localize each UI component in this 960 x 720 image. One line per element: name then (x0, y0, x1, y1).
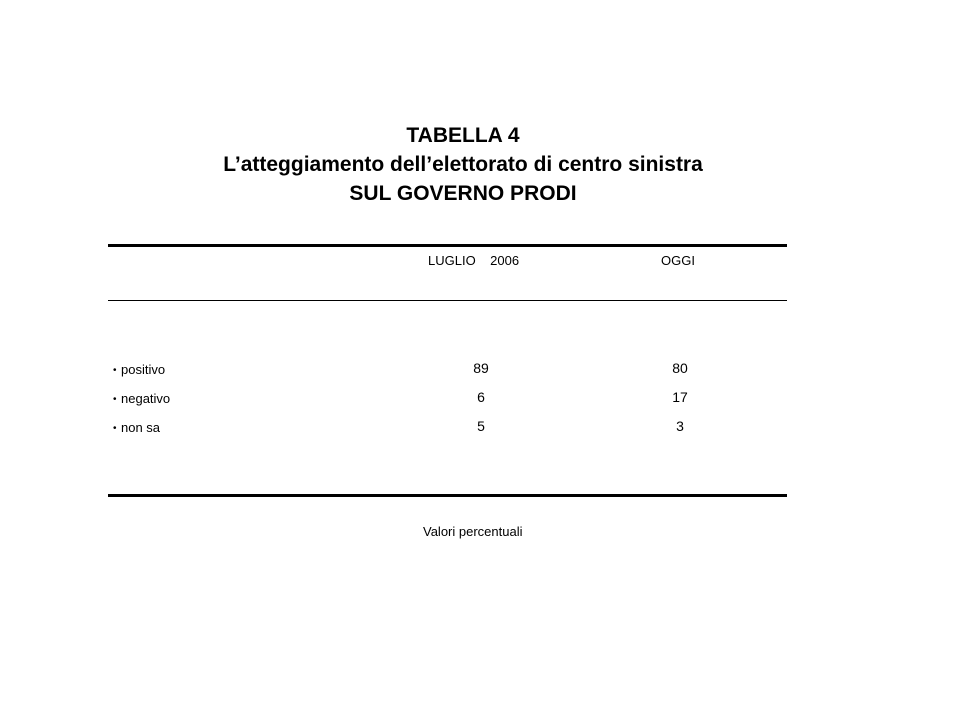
table-row-non-sa (0, 417, 960, 435)
row-label-text: positivo (121, 362, 166, 377)
row-label (113, 419, 160, 438)
value-luglio-2006: 5 (477, 418, 485, 434)
value-luglio-2006: 6 (477, 389, 485, 405)
bullet-icon: • (113, 394, 117, 405)
row-label (113, 390, 170, 409)
row-label-text: non sa (121, 420, 161, 435)
row-label (113, 361, 165, 380)
value-oggi: 80 (672, 360, 688, 376)
table-header-rule (108, 300, 787, 301)
title-line-2: L’atteggiamento dell’elettorato di centro sinistra (223, 153, 703, 176)
value-luglio-2006: 89 (473, 360, 489, 376)
value-oggi: 3 (676, 418, 684, 434)
table-row-negativo (0, 388, 960, 406)
table-row-positivo (0, 359, 960, 377)
value-oggi: 17 (672, 389, 688, 405)
column-header-oggi: OGGI (661, 253, 695, 268)
bullet-icon: • (113, 365, 117, 376)
title-line-1: TABELLA 4 (406, 124, 520, 147)
bullet-icon: • (113, 423, 117, 434)
footnote: Valori percentuali (423, 524, 523, 539)
column-header-luglio-2006: LUGLIO 2006 (428, 253, 520, 268)
table-title (0, 121, 926, 208)
table-bottom-rule (108, 494, 787, 497)
table-top-rule (108, 244, 787, 247)
title-line-3: SUL GOVERNO PRODI (349, 182, 577, 205)
row-label-text: negativo (121, 391, 171, 406)
